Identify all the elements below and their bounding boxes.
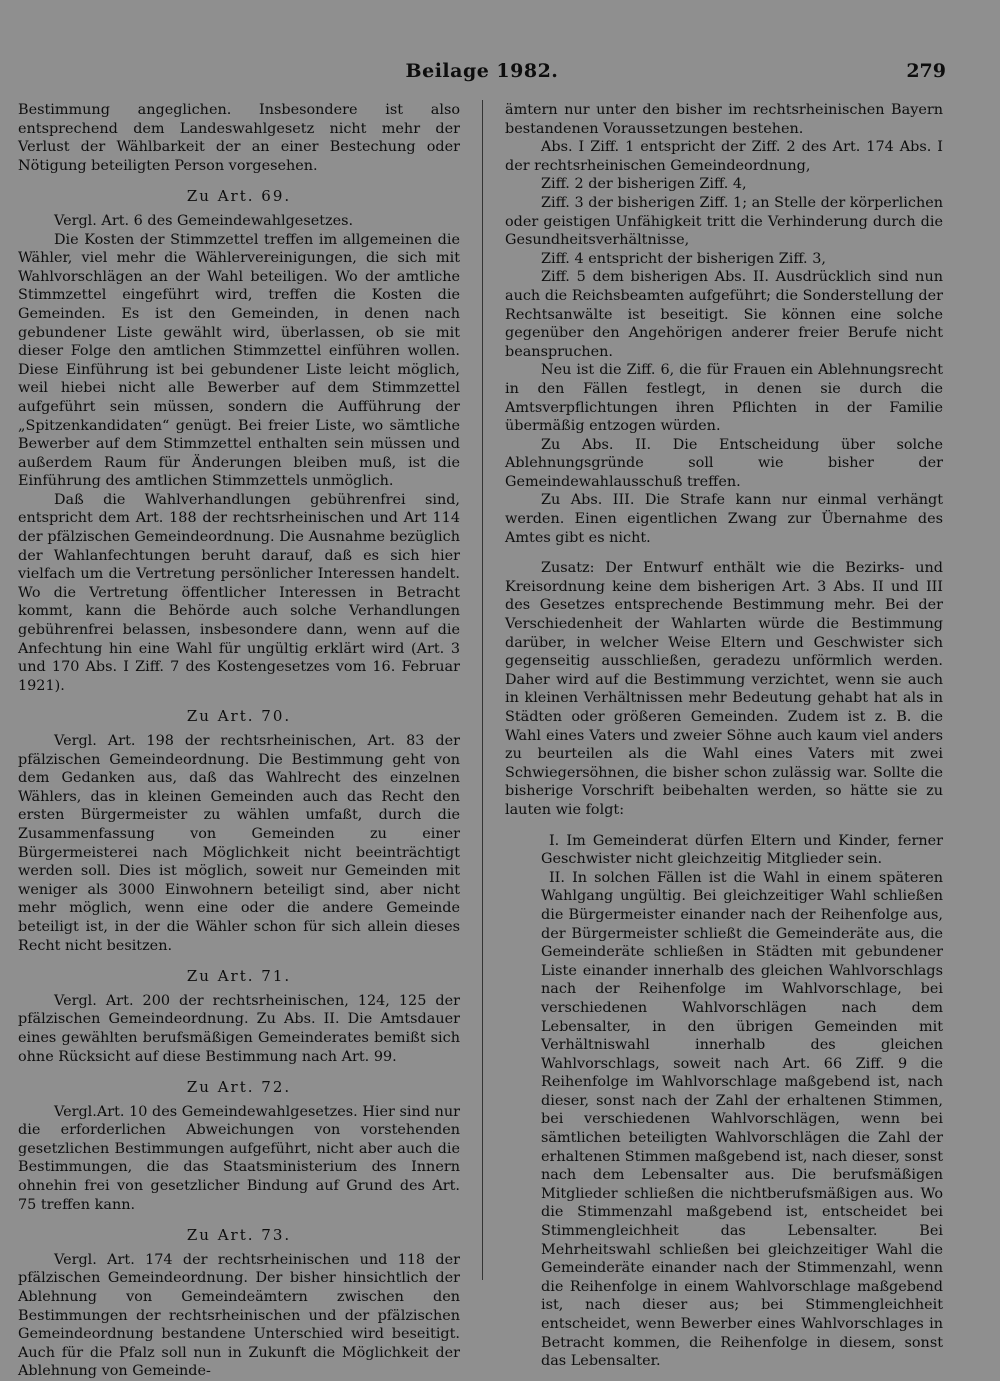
section-heading: Zu Art. 73. — [186, 1226, 292, 1245]
section-heading: Zu Art. 72. — [186, 1078, 292, 1097]
page-header — [18, 60, 946, 86]
paragraph: Vergl. Art. 200 der rechtsrheinischen, 124, 125 der pfälzischen Gemeindeordnung. Zu Abs. II. Die Amtsdauer eines gewählten berufsmäßigen Gemeinderates bemißt sich ohne Rücksicht auf diese Bestimmung nach Art. 99. — [18, 992, 460, 1065]
section-heading: Zu Art. 70. — [186, 707, 292, 726]
paragraph: Zusatz: Der Entwurf enthält wie die Bezirks- und Kreisordnung keine dem bisherigen Art. 3 Abs. II und III des Gesetzes entsprechende Bestimmung mehr. Bei der Verschiedenheit der Wahlarten würde die Bestimmung darüber, in welcher Weise Eltern und Geschwister sich gegenseitig ausschließen, geradezu unförmlich werden. Daher wird auf die Bestimmung verzichtet, wenn sie auch in kleinen Verhältnissen mehr Bedeutung gehabt hat als in Städten oder größeren Gemeinden. Zudem ist z. B. die Wahl eines Vaters und zweier Söhne auch kaum viel anders zu beurteilen als die Wahl eines Vaters mit zwei Schwiegersöhnen, die bisher schon zulässig war. Sollte die bisherige Vorschrift beibehalten werden, so hätte sie zu lauten wie folgt: — [505, 560, 943, 818]
paragraph-gap — [505, 820, 943, 832]
quoted-provision: II. In solchen Fällen ist die Wahl in einem späteren Wahlgang ungültig. Bei gleichzeitiger Wahl schließen die Bürgermeister einander nach der Reihenfolge aus, der Bürgermeister schließt die Gemeinderäte aus, die Gemeinderäte schließen in Städten mit gebundener Liste einander innerhalb des gleichen Wahlvorschlags nach der Reihenfolge im Wahlvorschlage, bei verschiedenen Wahlvorschlägen nach dem Lebensalter, in den übrigen Gemeinden mit Verhältniswahl innerhalb des gleichen Wahlvorschlags, soweit nach Art. 66 Ziff. 9 die Reihenfolge im Wahlvorschlage maßgebend ist, nach dieser, sonst nach der Zahl der erhaltenen Stimmen, bei verschiedenen Wahlvorschlägen, wenn bei sämtlichen beteiligten Wahlvorschlägen die Zahl der erhaltenen Stimmen maßgebend ist, nach dieser, sonst nach dem Lebensalter aus. Die berufsmäßigen Mitglieder schließen die nichtberufsmäßigen aus. Wo die Stimmenzahl maßgebend ist, entscheidet bei Stimmengleichheit das Lebensalter. Bei Mehrheitswahl schließen bei gleichzeitiger Wahl die Gemeinderäte einander nach der Stimmenzahl, wenn die Reihenfolge in einem Wahlvorschlage maßgebend ist, nach dieser aus; bei Stimmengleichheit entscheidet, wenn Bewerber eines Wahlvorschlages in Betracht kommen, die Reihenfolge in diesem, sonst das Lebensalter. — [541, 869, 943, 1370]
paragraph: Vergl. Art. 198 der rechtsrheinischen, Art. 83 der pfälzischen Gemeindeordnung. Die Bestimmung geht von dem Gedanken aus, daß das Wahlrecht des einzelnen Wählers, das in kleinen Gemeinden auch das Recht den ersten Bürgermeister zu wählen umfaßt, durch die Zusammenfassung von Gemeinden zu einer Bürgermeisterei nach Möglichkeit nicht beeinträchtigt werden soll. Dies ist möglich, soweit nur Gemeinden mit weniger als 3000 Einwohnern beteiligt sind, aber nicht mehr möglich, wenn eine oder die andere Gemeinde beteiligt ist, in der die Wähler schon für sich allein dieses Recht nicht besitzen. — [18, 733, 460, 954]
right-column — [505, 101, 943, 1371]
section-heading: Zu Art. 69. — [186, 187, 292, 206]
quoted-provision: I. Im Gemeinderat dürfen Eltern und Kinder, ferner Geschwister nicht gleichzeitig Mitglieder sein. — [541, 832, 943, 868]
paragraph: Zu Abs. II. Die Entscheidung über solche Ablehnungsgründe soll wie bisher der Gemeindewahlausschuß treffen. — [505, 436, 943, 490]
paragraph: Ziff. 5 dem bisherigen Abs. II. Ausdrücklich sind nun auch die Reichsbeamten aufgeführt; die Sonderstellung der Rechtsanwälte ist beseitigt. Sie können eine solche gegenüber den Angehörigen anderer freier Berufe nicht beanspruchen. — [505, 269, 943, 360]
paragraph: Vergl.Art. 10 des Gemeindewahlgesetzes. Hier sind nur die erforderlichen Abweichungen von vorstehenden gesetzlichen Bestimmungen aufgeführt, nicht aber auch die Bestimmungen, die das Staatsministerium des Innern ohnehin frei von gesetzlicher Bindung auf Grund des Art. 75 treffen kann. — [18, 1103, 460, 1213]
paragraph: Ziff. 2 der bisherigen Ziff. 4, — [541, 176, 747, 193]
paragraph: Abs. I Ziff. 1 entspricht der Ziff. 2 des Art. 174 Abs. I der rechtsrheinischen Gemeindeordnung, — [505, 139, 943, 174]
paragraph: Neu ist die Ziff. 6, die für Frauen ein Ablehnungsrecht in den Fällen festlegt, in denen sie durch die Amtsverpflichtungen ihren Pflichten in der Familie übermäßig entzogen würden. — [505, 362, 943, 435]
paragraph: Daß die Wahlverhandlungen gebührenfrei sind, entspricht dem Art. 188 der rechtsrheinischen und Art 114 der pfälzischen Gemeindeordnung. Die Ausnahme bezüglich der Wahlanfechtungen beruht darauf, daß es sich hier vielfach um die Vertretung persönlicher Interessen handelt. Wo die Vertretung öffentlicher Interessen in Betracht kommt, kann die Behörde auch solche Verhandlungen gebührenfrei belassen, insbesondere dann, wenn auf die Anfechtung hin eine Wahl für ungültig erklärt wird (Art. 3 und 170 Abs. I Ziff. 7 des Kostengesetzes vom 16. Februar 1921). — [18, 491, 460, 694]
column-divider — [482, 100, 483, 1280]
paragraph: Ziff. 3 der bisherigen Ziff. 1; an Stelle der körperlichen oder geistigen Unfähigkeit tritt die Verhinderung durch die Gesundheitsverhältnisse, — [505, 194, 943, 249]
paragraph: ämtern nur unter den bisher im rechtsrheinischen Bayern bestandenen Voraussetzungen bestehen. — [505, 102, 943, 137]
section-heading: Zu Art. 71. — [186, 967, 292, 986]
page-title: Beilage 1982. — [405, 60, 559, 82]
left-column — [18, 101, 460, 1381]
paragraph: Ziff. 4 entspricht der bisherigen Ziff. 3, — [541, 250, 826, 267]
intro-paragraph: Bestimmung angeglichen. Insbesondere ist also entsprechend dem Landeswahlgesetz nicht mehr der Verlust der Wählbarkeit der an einer Bestechung oder Nötigung beteiligten Person vorgesehen. — [18, 102, 460, 174]
paragraph: Vergl. Art. 174 der rechtsrheinischen und 118 der pfälzischen Gemeindeordnung. Der bisher hinsichtlich der Ablehnung von Gemeindeämtern zwischen den Bestimmungen der rechtsrheinischen und der pfälzischen Gemeindeordnung bestandene Unterschied wird beseitigt. Auch für die Pfalz soll nun in Zukunft die Möglichkeit der Ablehnung von Gemeinde- — [18, 1251, 460, 1380]
paragraph: Zu Abs. III. Die Strafe kann nur einmal verhängt werden. Einen eigentlichen Zwang zur Übernahme des Amtes gibt es nicht. — [505, 492, 943, 546]
paragraph-gap — [505, 547, 943, 559]
paragraph: Die Kosten der Stimmzettel treffen im allgemeinen die Wähler, viel mehr die Wählervereinigungen, die sich mit Wahlvorschlägen an der Wahl beteiligen. Wo der amtliche Stimmzettel eingeführt wird, treffen die Kosten die Gemeinden. Es ist den Gemeinden, in denen nach gebundener Liste gewählt wird, überlassen, ob sie mit dieser Folge den amtlichen Stimmzettel einführen wollen. Diese Einführung ist bei gebundener Liste leicht möglich, weil hiebei nicht alle Bewerber auf dem Stimmzettel aufgeführt sein müssen, sondern die Aufführung der „Spitzenkandidaten“ genügt. Bei freier Liste, wo sämtliche Bewerber auf dem Stimmzettel enthalten sein müssen und außerdem Raum für Änderungen bleiben muß, ist die Einführung des amtlichen Stimmzettels unmöglich. — [18, 231, 460, 490]
paragraph: Vergl. Art. 6 des Gemeindewahlgesetzes. — [54, 212, 354, 229]
page-number: 279 — [906, 60, 946, 82]
